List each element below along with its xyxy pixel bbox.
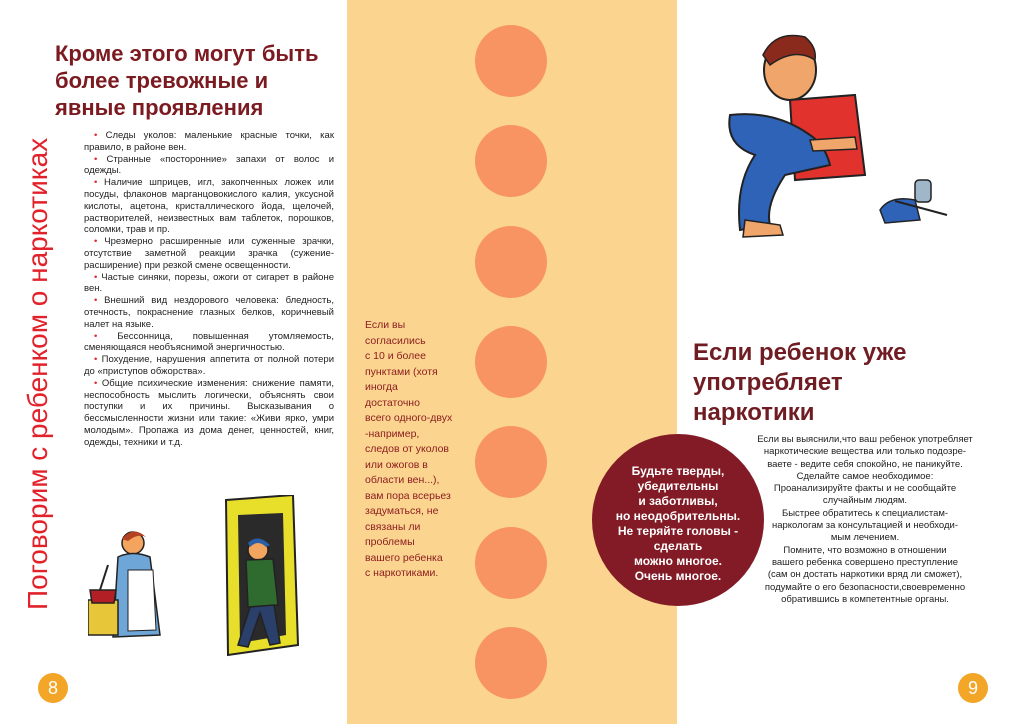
family-illustration — [88, 495, 308, 665]
symptom-list — [84, 130, 334, 449]
boy-illustration — [715, 25, 955, 245]
page-number-left: 8 — [38, 673, 68, 703]
page-number-right: 9 — [958, 673, 988, 703]
decorative-circle — [475, 326, 547, 398]
list-item: • Внешний вид нездорового человека: бледность, отечность, покраснение глазных белков, коричневый налет на языке. — [84, 295, 334, 330]
decorative-circle — [475, 527, 547, 599]
list-item: • Частые синяки, порезы, ожоги от сигарет в районе вен. — [84, 271, 334, 295]
list-item: • Похудение, нарушения аппетита от полной потери до «приступов обжорства». — [84, 354, 334, 377]
left-heading — [55, 40, 345, 121]
list-item: • Общие психические изменения: снижение памяти, неспособность мыслить логически, объяснять свои поступки и их причины. Высказывания о бессмысленности жизни или такие: «Живи ярко, умри молодым». Пропажа из дома денег, ценностей, книг, одежды, техники и т.д. — [84, 377, 334, 448]
decorative-circle — [475, 627, 547, 699]
list-item: • Странные «посторонние» запахи от волос и одежды. — [84, 153, 334, 177]
heading-line: явные проявления — [55, 95, 264, 120]
list-item: • Бессонница, повышенная утомляемость, сменяющаяся необъяснимой энергичностью. — [84, 330, 335, 354]
list-item: • Наличие шприцев, игл, закопченных ложек или посуды, флаконов марганцовокислого калия, уксусной кислоты, ацетона, кристаллического йода, щелочей, растворителей, неизвестных вам таблеток, порошков, соломки, трав и пр. — [84, 177, 334, 236]
heading-line: более тревожные и — [55, 68, 269, 93]
heading-line: Если ребенок уже — [693, 339, 907, 366]
decorative-circle — [475, 426, 547, 498]
list-item: • Чрезмерно расширенные или суженные зрачки, отсутствие заметной реакции зрачка (сужение-расширение) при резкой смене освещенности. — [84, 236, 335, 271]
heading-line: наркотики — [693, 399, 815, 426]
decorative-circle — [475, 226, 547, 298]
advice-circle: Будьте тверды, убедительны и заботливы, но неодобрительны. Не теряйте головы - сделать можно многое. Очень многое. — [592, 434, 764, 606]
vertical-title: Поговорим с ребенком о наркотиках — [22, 137, 53, 610]
heading-line: Кроме этого могут быть — [55, 41, 319, 66]
right-heading — [693, 338, 993, 428]
middle-text: Если вы согласились с 10 и более пунктами (хотя иногда достаточно всего одного-двух -например, следов от уколов или ожогов в области вен...), вам пора всерьез задуматься, не связаны ли проблемы вашего ребенка с наркотиками. — [365, 319, 453, 579]
advice-text: Если вы выяснили,что ваш ребенок употребляет наркотические вещества или только подозре- ваете - ведите себя спокойно, не паникуйте. Сделайте самое необходимое: Проанализируйте факты и не сообщайте случайным людям. Быстрее обратитесь к специалистам- наркологам за консультацией и необходи- мым лечением. Помните, что возможно в отношении вашего ребенка совершено преступление (сам он достать наркотики вряд ли сможет), подумайте о его безопасности,своевременно обратившись в компетентные органы. — [757, 434, 973, 605]
heading-line: употребляет — [693, 369, 843, 396]
decorative-circle — [475, 125, 547, 197]
list-item: • Следы уколов: маленькие красные точки, как правило, в районе вен. — [84, 130, 334, 153]
decorative-circle — [475, 25, 547, 97]
